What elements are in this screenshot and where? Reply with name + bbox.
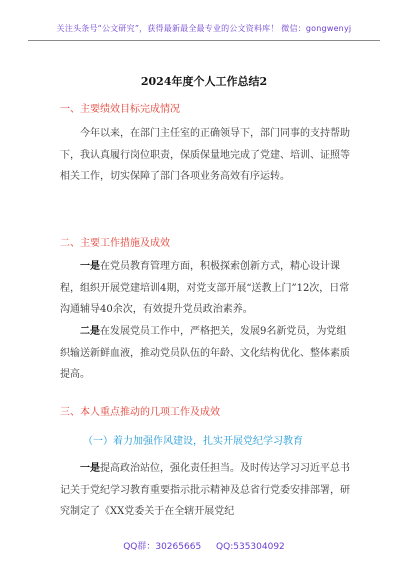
document-title: 2024年度个人工作总结2 [140,75,268,88]
promo-banner: 关注头条号“公文研究”，获得最新最全最专业的公文资料库！ 微信：gongwenyj [56,24,352,33]
section-3-paragraph-1 [60,458,356,523]
paragraph-text: 提高政治站位，强化责任担当。及时传达学习习近平总书记关于党纪学习教育重要指示批示精神及总省行党委安排部署，研究制定了《XX党委关于在全辖开展党纪 [60,463,350,517]
paragraph-text: 在党员教育管理方面，积极探索创新方式，精心设计课程，组织开展党建培训4期，对党支部开展“送教上门”12次，日常沟通辅导40余次，有效提升党员政治素养。 [60,261,350,315]
subsection-heading-1: （一）着力加强作风建设，扎实开展党纪学习教育 [83,436,303,447]
section-heading-2: 二、主要工作措施及成效 [60,238,170,249]
section-2-paragraph-2 [60,321,356,386]
paragraph-lead: 一是 [80,463,100,474]
contact-footer [0,539,408,552]
section-2-paragraph-1 [60,256,356,321]
qq-number-text: QQ:535304092 [216,542,285,552]
paragraph-lead: 二是 [80,326,100,337]
section-heading-3: 三、本人重点推动的几项工作及成效 [60,407,220,418]
section-1-paragraph: 今年以来，在部门主任室的正确领导下，部门同事的支持帮助下，我认真履行岗位职责，保质保量地完成了党建、培训、证照等相关工作，切实保障了部门各项业务高效有序运转。 [60,128,350,182]
qq-group-text: QQ群：30265665 [123,542,202,552]
paragraph-text: 在发展党员工作中，严格把关，发展9名新党员，为党组织输送新鲜血液，推动党员队伍的年龄、文化结构优化、整体素质提高。 [60,326,350,380]
paragraph-lead: 一是 [80,261,100,272]
header-divider [28,40,380,41]
section-heading-1: 一、主要绩效目标完成情况 [60,104,180,115]
